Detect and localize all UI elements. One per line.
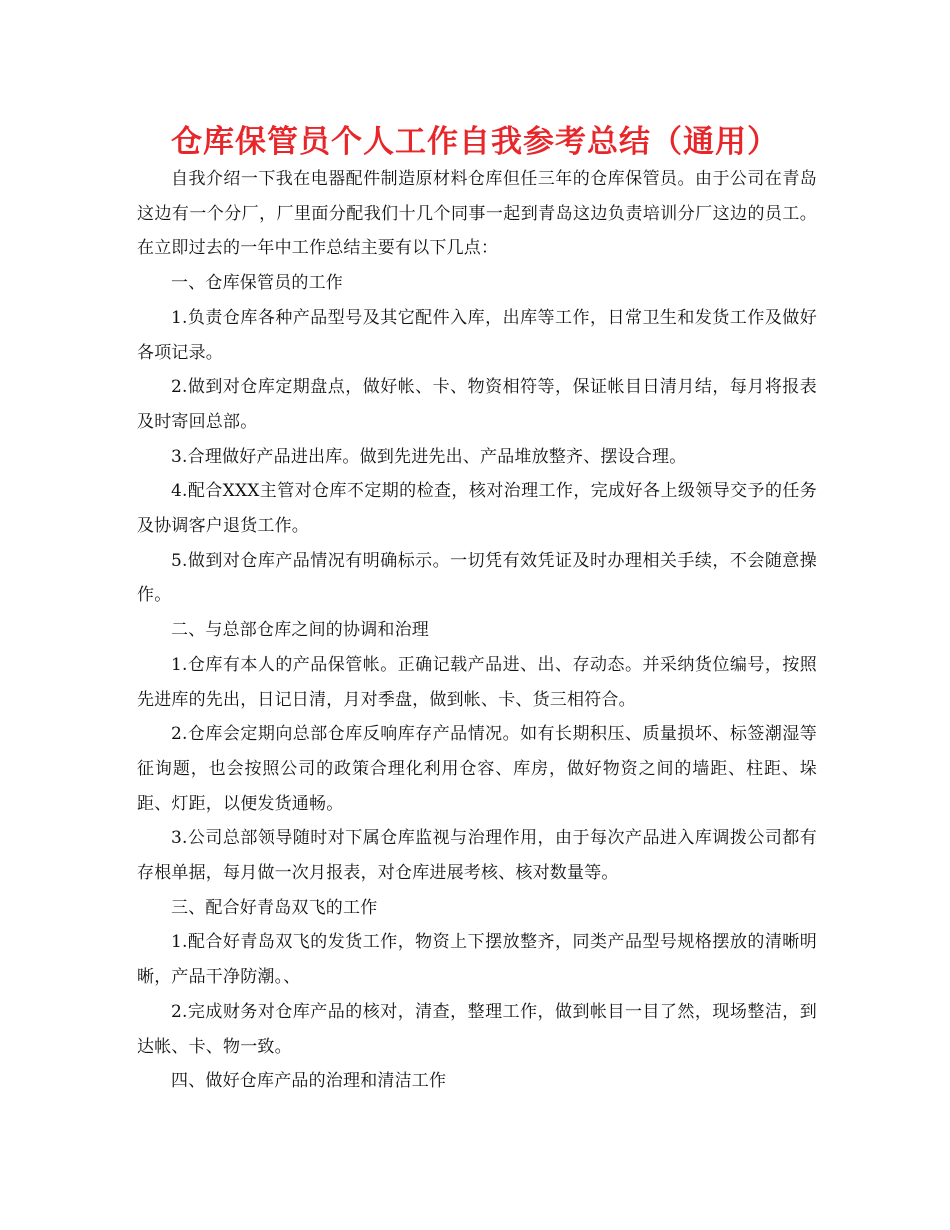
section-2-item-1: 1.仓库有本人的产品保管帐。正确记载产品进、出、存动态。并采纳货位编号，按照先进库的先出，日记日清，月对季盘，做到帐、卡、货三相符合。 xyxy=(137,654,817,710)
section-heading-1: 一、仓库保管员的工作 xyxy=(171,273,343,294)
section-1-item-5: 5.做到对仓库产品情况有明确标示。一切凭有效凭证及时办理相关手续，不会随意操作。 xyxy=(137,550,817,606)
document-title: 仓库保管员个人工作自我参考总结（通用） xyxy=(171,124,779,160)
section-2-item-3: 3.公司总部领导随时对下属仓库监视与治理作用，由于每次产品进入库调拨公司都有存根单据，每月做一次月报表，对仓库进展考核、核对数量等。 xyxy=(137,828,817,884)
intro-paragraph: 自我介绍一下我在电器配件制造原材料仓库但任三年的仓库保管员。由于公司在青岛这边有一个分厂，厂里面分配我们十几个同事一起到青岛这边负责培训分厂这边的员工。在立即过去的一年中工作总结主要有以下几点： xyxy=(137,169,817,259)
section-3-item-1: 1.配合好青岛双飞的发货工作，物资上下摆放整齐，同类产品型号规格摆放的清晰明晰，产品干净防潮。、 xyxy=(137,932,817,988)
section-2-item-2: 2.仓库会定期向总部仓库反响库存产品情况。如有长期积压、质量损坏、标签潮湿等征询题，也会按照公司的政策合理化利用仓容、库房，做好物资之间的墙距、柱距、垛距、灯距，以便发货通畅。 xyxy=(137,724,817,814)
section-heading-4: 四、做好仓库产品的治理和清洁工作 xyxy=(171,1071,447,1092)
document-body xyxy=(137,162,817,1099)
section-heading-2: 二、与总部仓库之间的协调和治理 xyxy=(171,620,429,641)
section-1-item-2: 2.做到对仓库定期盘点，做好帐、卡、物资相符等，保证帐目日清月结，每月将报表及时寄回总部。 xyxy=(137,377,817,432)
section-1-item-4: 4.配合XXX主管对仓库不定期的检查，核对治理工作，完成好各上级领导交予的任务及协调客户退货工作。 xyxy=(137,481,817,537)
section-3-item-2: 2.完成财务对仓库产品的核对，清查，整理工作，做到帐目一目了然，现场整洁，到达帐、卡、物一致。 xyxy=(137,1001,817,1057)
section-1-item-3: 3.合理做好产品进出库。做到先进先出、产品堆放整齐、摆设合理。 xyxy=(171,446,687,467)
section-1-item-1: 1.负责仓库各种产品型号及其它配件入库，出库等工作，日常卫生和发货工作及做好各项记录。 xyxy=(137,307,817,363)
section-heading-3: 三、配合好青岛双飞的工作 xyxy=(171,897,378,918)
